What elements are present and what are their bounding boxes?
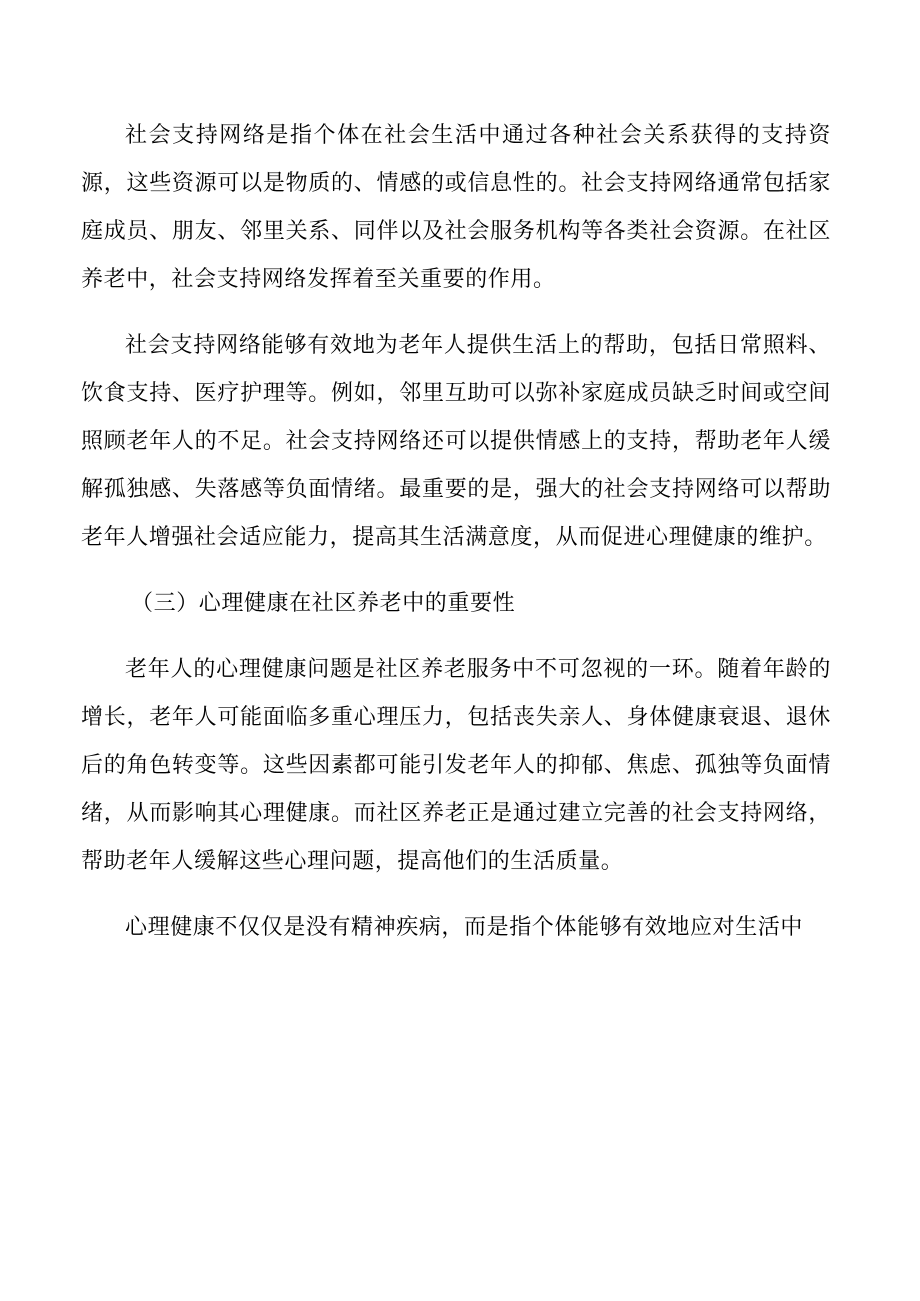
section-heading: （三）心理健康在社区养老中的重要性	[131, 591, 516, 616]
paragraph-social-support-definition: 社会支持网络是指个体在社会生活中通过各种社会关系获得的支持资源，这些资源可以是物质的、情感的或信息性的。社会支持网络通常包括家庭成员、朋友、邻里关系、同伴以及社会服务机构等各类社会资源。在社区养老中，社会支持网络发挥着至关重要的作用。	[81, 123, 831, 292]
paragraph-mental-health-issues: 老年人的心理健康问题是社区养老服务中不可忽视的一环。随着年龄的增长，老年人可能面临多重心理压力，包括丧失亲人、身体健康衰退、退休后的角色转变等。这些因素都可能引发老年人的抑郁、焦虑、孤独等负面情绪，从而影响其心理健康。而社区养老正是通过建立完善的社会支持网络，帮助老年人缓解这些心理问题，提高他们的生活质量。	[81, 657, 831, 874]
paragraph-mental-health-definition: 心理健康不仅仅是没有精神疾病，而是指个体能够有效地应对生活中	[125, 915, 804, 940]
paragraph-social-support-functions: 社会支持网络能够有效地为老年人提供生活上的帮助，包括日常照料、饮食支持、医疗护理等。例如，邻里互助可以弥补家庭成员缺乏时间或空间照顾老年人的不足。社会支持网络还可以提供情感上的支持，帮助老年人缓解孤独感、失落感等负面情绪。最重要的是，强大的社会支持网络可以帮助老年人增强社会适应能力，提高其生活满意度，从而促进心理健康的维护。	[81, 333, 831, 550]
document-body	[81, 112, 831, 970]
